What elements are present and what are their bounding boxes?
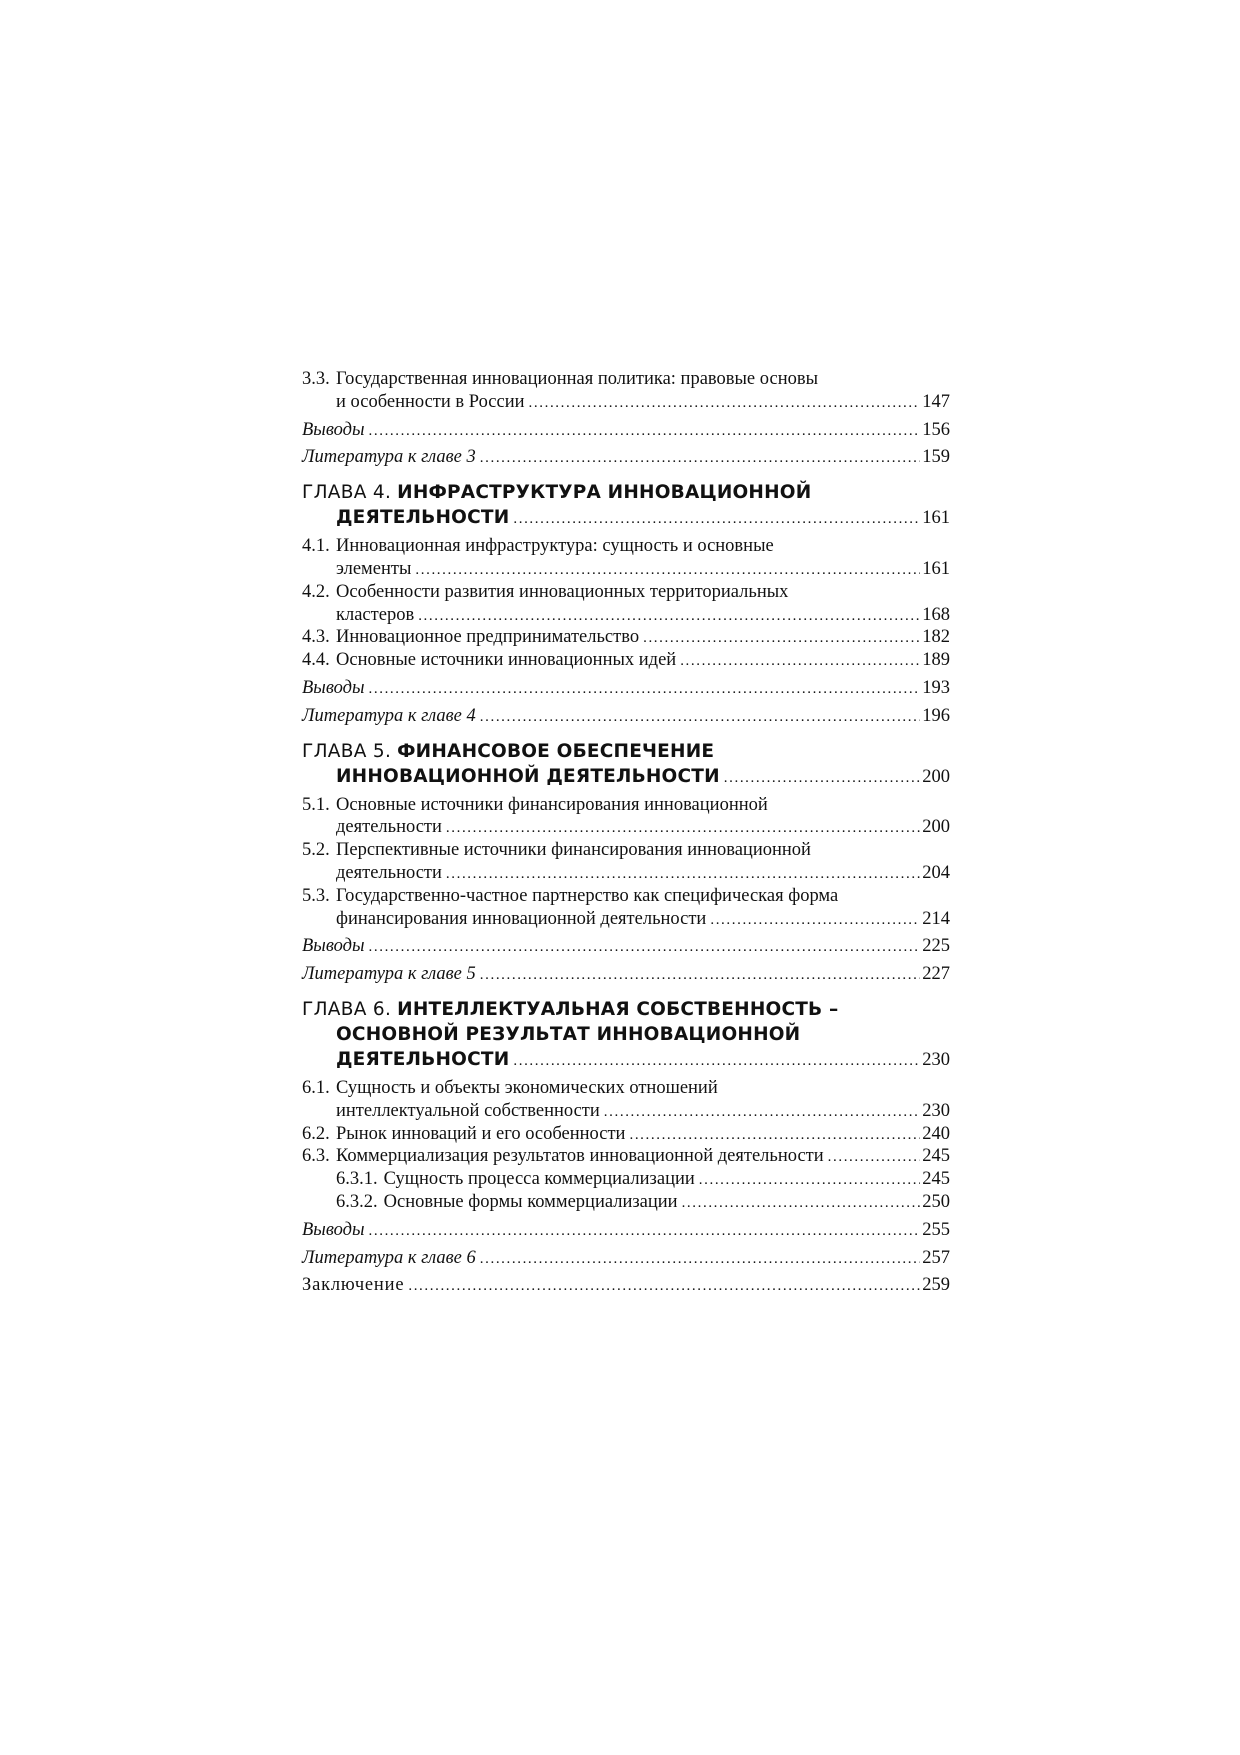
page-number: 230 xyxy=(922,1049,950,1070)
dot-leader xyxy=(529,392,921,415)
dot-leader xyxy=(513,1049,920,1074)
toc-entry-literature-3 xyxy=(302,446,950,469)
toc-entry-4-3 xyxy=(302,626,950,649)
section-number: 5.3. xyxy=(302,885,330,906)
dot-leader xyxy=(369,420,921,443)
page-number: 196 xyxy=(922,705,950,726)
toc-entry-5-3-cont xyxy=(302,908,950,931)
chapter-title: ИНФРАСТРУКТУРА ИННОВАЦИОННОЙ xyxy=(397,482,812,504)
chapter-title: ФИНАНСОВОЕ ОБЕСПЕЧЕНИЕ xyxy=(397,740,715,762)
section-number: 6.1. xyxy=(302,1077,330,1098)
section-title-cont: интеллектуальной собственности xyxy=(336,1100,600,1121)
toc-entry-5-3 xyxy=(302,885,950,908)
toc-entry-4-4 xyxy=(302,649,950,672)
page-number: 240 xyxy=(922,1123,950,1144)
section-title: Инновационная инфраструктура: сущность и основные xyxy=(336,536,774,557)
chapter-title-cont: ОСНОВНОЙ РЕЗУЛЬТАТ ИННОВАЦИОННОЙ xyxy=(336,1023,801,1045)
section-title: Сущность и объекты экономических отношений xyxy=(336,1077,718,1098)
subsection-number: 6.3.2. xyxy=(336,1191,378,1212)
page-number: 161 xyxy=(922,508,950,529)
toc-entry-4-1 xyxy=(302,535,950,558)
dot-leader xyxy=(408,1275,920,1298)
section-number: 4.1. xyxy=(302,536,330,557)
dot-leader xyxy=(643,627,920,650)
section-title: Коммерциализация результатов инновационной деятельности xyxy=(336,1146,824,1167)
page-number: 225 xyxy=(922,936,950,957)
subsection-title: Основные формы коммерциализации xyxy=(383,1191,678,1212)
dot-leader xyxy=(369,936,921,959)
section-number: 5.1. xyxy=(302,794,330,815)
literature-title: Литература к главе 4 xyxy=(302,705,476,726)
dot-leader xyxy=(480,964,920,987)
section-title-cont: финансирования инновационной деятельности xyxy=(336,908,707,929)
dot-leader xyxy=(480,447,920,470)
section-number: 3.3. xyxy=(302,369,330,389)
conclusions-title: Выводы xyxy=(302,936,365,957)
page-number: 168 xyxy=(922,604,950,625)
section-number: 4.2. xyxy=(302,581,330,602)
dot-leader xyxy=(480,706,920,729)
chapter-label: ГЛАВА 4. xyxy=(302,482,392,504)
conclusions-title: Выводы xyxy=(302,419,365,440)
dot-leader xyxy=(604,1101,920,1124)
page-number: 204 xyxy=(922,862,950,883)
section-title: Основные источники инновационных идей xyxy=(336,650,677,671)
chapter-5-heading xyxy=(302,739,950,789)
toc-entry-6-2 xyxy=(302,1123,950,1146)
toc-entry-4-2 xyxy=(302,581,950,604)
section-title-cont: элементы xyxy=(336,558,412,579)
chapter-title-cont: ДЕЯТЕЛЬНОСТИ xyxy=(336,507,510,529)
toc-entry-literature-4 xyxy=(302,705,950,728)
toc-entry-3-3 xyxy=(302,368,950,391)
page-number: 159 xyxy=(922,447,950,468)
section-title: Перспективные источники финансирования инновационной xyxy=(336,840,811,861)
conclusions-title: Выводы xyxy=(302,677,365,698)
page-number: 257 xyxy=(922,1247,950,1268)
section-number: 5.2. xyxy=(302,840,330,861)
toc-entry-6-3 xyxy=(302,1145,950,1168)
page-number: 147 xyxy=(922,391,950,412)
closing-title: Заключение xyxy=(302,1275,405,1296)
toc-entry-5-1 xyxy=(302,794,950,817)
dot-leader xyxy=(415,559,920,582)
section-number: 6.3. xyxy=(302,1146,330,1167)
toc-entry-6-1 xyxy=(302,1077,950,1100)
literature-title: Литература к главе 5 xyxy=(302,964,476,985)
page-number: 227 xyxy=(922,964,950,985)
dot-leader xyxy=(446,863,920,886)
dot-leader xyxy=(418,605,920,628)
chapter-label: ГЛАВА 6. xyxy=(302,998,392,1020)
section-title-cont: и особенности в России xyxy=(336,391,525,412)
dot-leader xyxy=(369,678,921,701)
chapter-title: ИНТЕЛЛЕКТУАЛЬНАЯ СОБСТВЕННОСТЬ – xyxy=(397,998,839,1020)
page-number: 245 xyxy=(922,1146,950,1167)
section-title: Основные источники финансирования инновационной xyxy=(336,794,768,815)
table-of-contents xyxy=(302,368,950,1297)
dot-leader xyxy=(680,650,920,673)
section-number: 4.3. xyxy=(302,627,330,648)
toc-entry-4-1-cont xyxy=(302,558,950,581)
page-number: 250 xyxy=(922,1191,950,1212)
chapter-title-cont: ДЕЯТЕЛЬНОСТИ xyxy=(336,1048,510,1070)
section-title: Особенности развития инновационных территориальных xyxy=(336,581,789,602)
literature-title: Литература к главе 6 xyxy=(302,1247,476,1268)
section-number: 6.2. xyxy=(302,1123,330,1144)
chapter-title-cont: ИННОВАЦИОННОЙ ДЕЯТЕЛЬНОСТИ xyxy=(336,765,720,787)
dot-leader xyxy=(699,1169,920,1192)
section-title-cont: деятельности xyxy=(336,862,442,883)
page-number: 161 xyxy=(922,558,950,579)
chapter-label: ГЛАВА 5. xyxy=(302,740,392,762)
section-title-cont: кластеров xyxy=(336,604,415,625)
dot-leader xyxy=(446,817,920,840)
toc-entry-5-2 xyxy=(302,839,950,862)
page-number: 193 xyxy=(922,677,950,698)
toc-entry-conclusions-5 xyxy=(302,935,950,958)
toc-entry-6-3-2 xyxy=(302,1191,950,1214)
section-title: Государственная инновационная политика: правовые основы xyxy=(336,369,819,389)
page-number: 230 xyxy=(922,1100,950,1121)
toc-entry-6-1-cont xyxy=(302,1100,950,1123)
subsection-number: 6.3.1. xyxy=(336,1169,378,1190)
dot-leader xyxy=(724,766,920,791)
page-number: 245 xyxy=(922,1169,950,1190)
page-number: 200 xyxy=(922,766,950,787)
dot-leader xyxy=(480,1248,920,1271)
section-number: 4.4. xyxy=(302,650,330,671)
dot-leader xyxy=(369,1220,921,1243)
page-number: 255 xyxy=(922,1219,950,1240)
toc-entry-closing xyxy=(302,1274,950,1297)
toc-entry-5-2-cont xyxy=(302,862,950,885)
toc-entry-5-1-cont xyxy=(302,816,950,839)
toc-entry-literature-5 xyxy=(302,963,950,986)
toc-entry-3-3-cont xyxy=(302,391,950,414)
section-title: Инновационное предпринимательство xyxy=(336,627,640,648)
toc-entry-6-3-1 xyxy=(302,1168,950,1191)
toc-entry-conclusions-3 xyxy=(302,419,950,442)
subsection-title: Сущность процесса коммерциализации xyxy=(383,1169,695,1190)
page-number: 214 xyxy=(922,908,950,929)
section-title-cont: деятельности xyxy=(336,817,442,838)
dot-leader xyxy=(629,1124,920,1147)
page-number: 259 xyxy=(922,1275,950,1296)
dot-leader xyxy=(828,1146,921,1169)
dot-leader xyxy=(710,909,920,932)
chapter-6-heading xyxy=(302,997,950,1072)
conclusions-title: Выводы xyxy=(302,1219,365,1240)
toc-entry-literature-6 xyxy=(302,1247,950,1270)
literature-title: Литература к главе 3 xyxy=(302,447,476,468)
page-number: 189 xyxy=(922,650,950,671)
toc-entry-conclusions-6 xyxy=(302,1219,950,1242)
section-title: Рынок инноваций и его особенности xyxy=(336,1123,626,1144)
dot-leader xyxy=(513,507,920,532)
page-number: 200 xyxy=(922,817,950,838)
dot-leader xyxy=(682,1192,921,1215)
toc-entry-conclusions-4 xyxy=(302,677,950,700)
page-number: 156 xyxy=(922,419,950,440)
toc-entry-4-2-cont xyxy=(302,604,950,627)
section-title: Государственно-частное партнерство как специфическая форма xyxy=(336,885,839,906)
page-number: 182 xyxy=(922,627,950,648)
chapter-4-heading xyxy=(302,480,950,530)
